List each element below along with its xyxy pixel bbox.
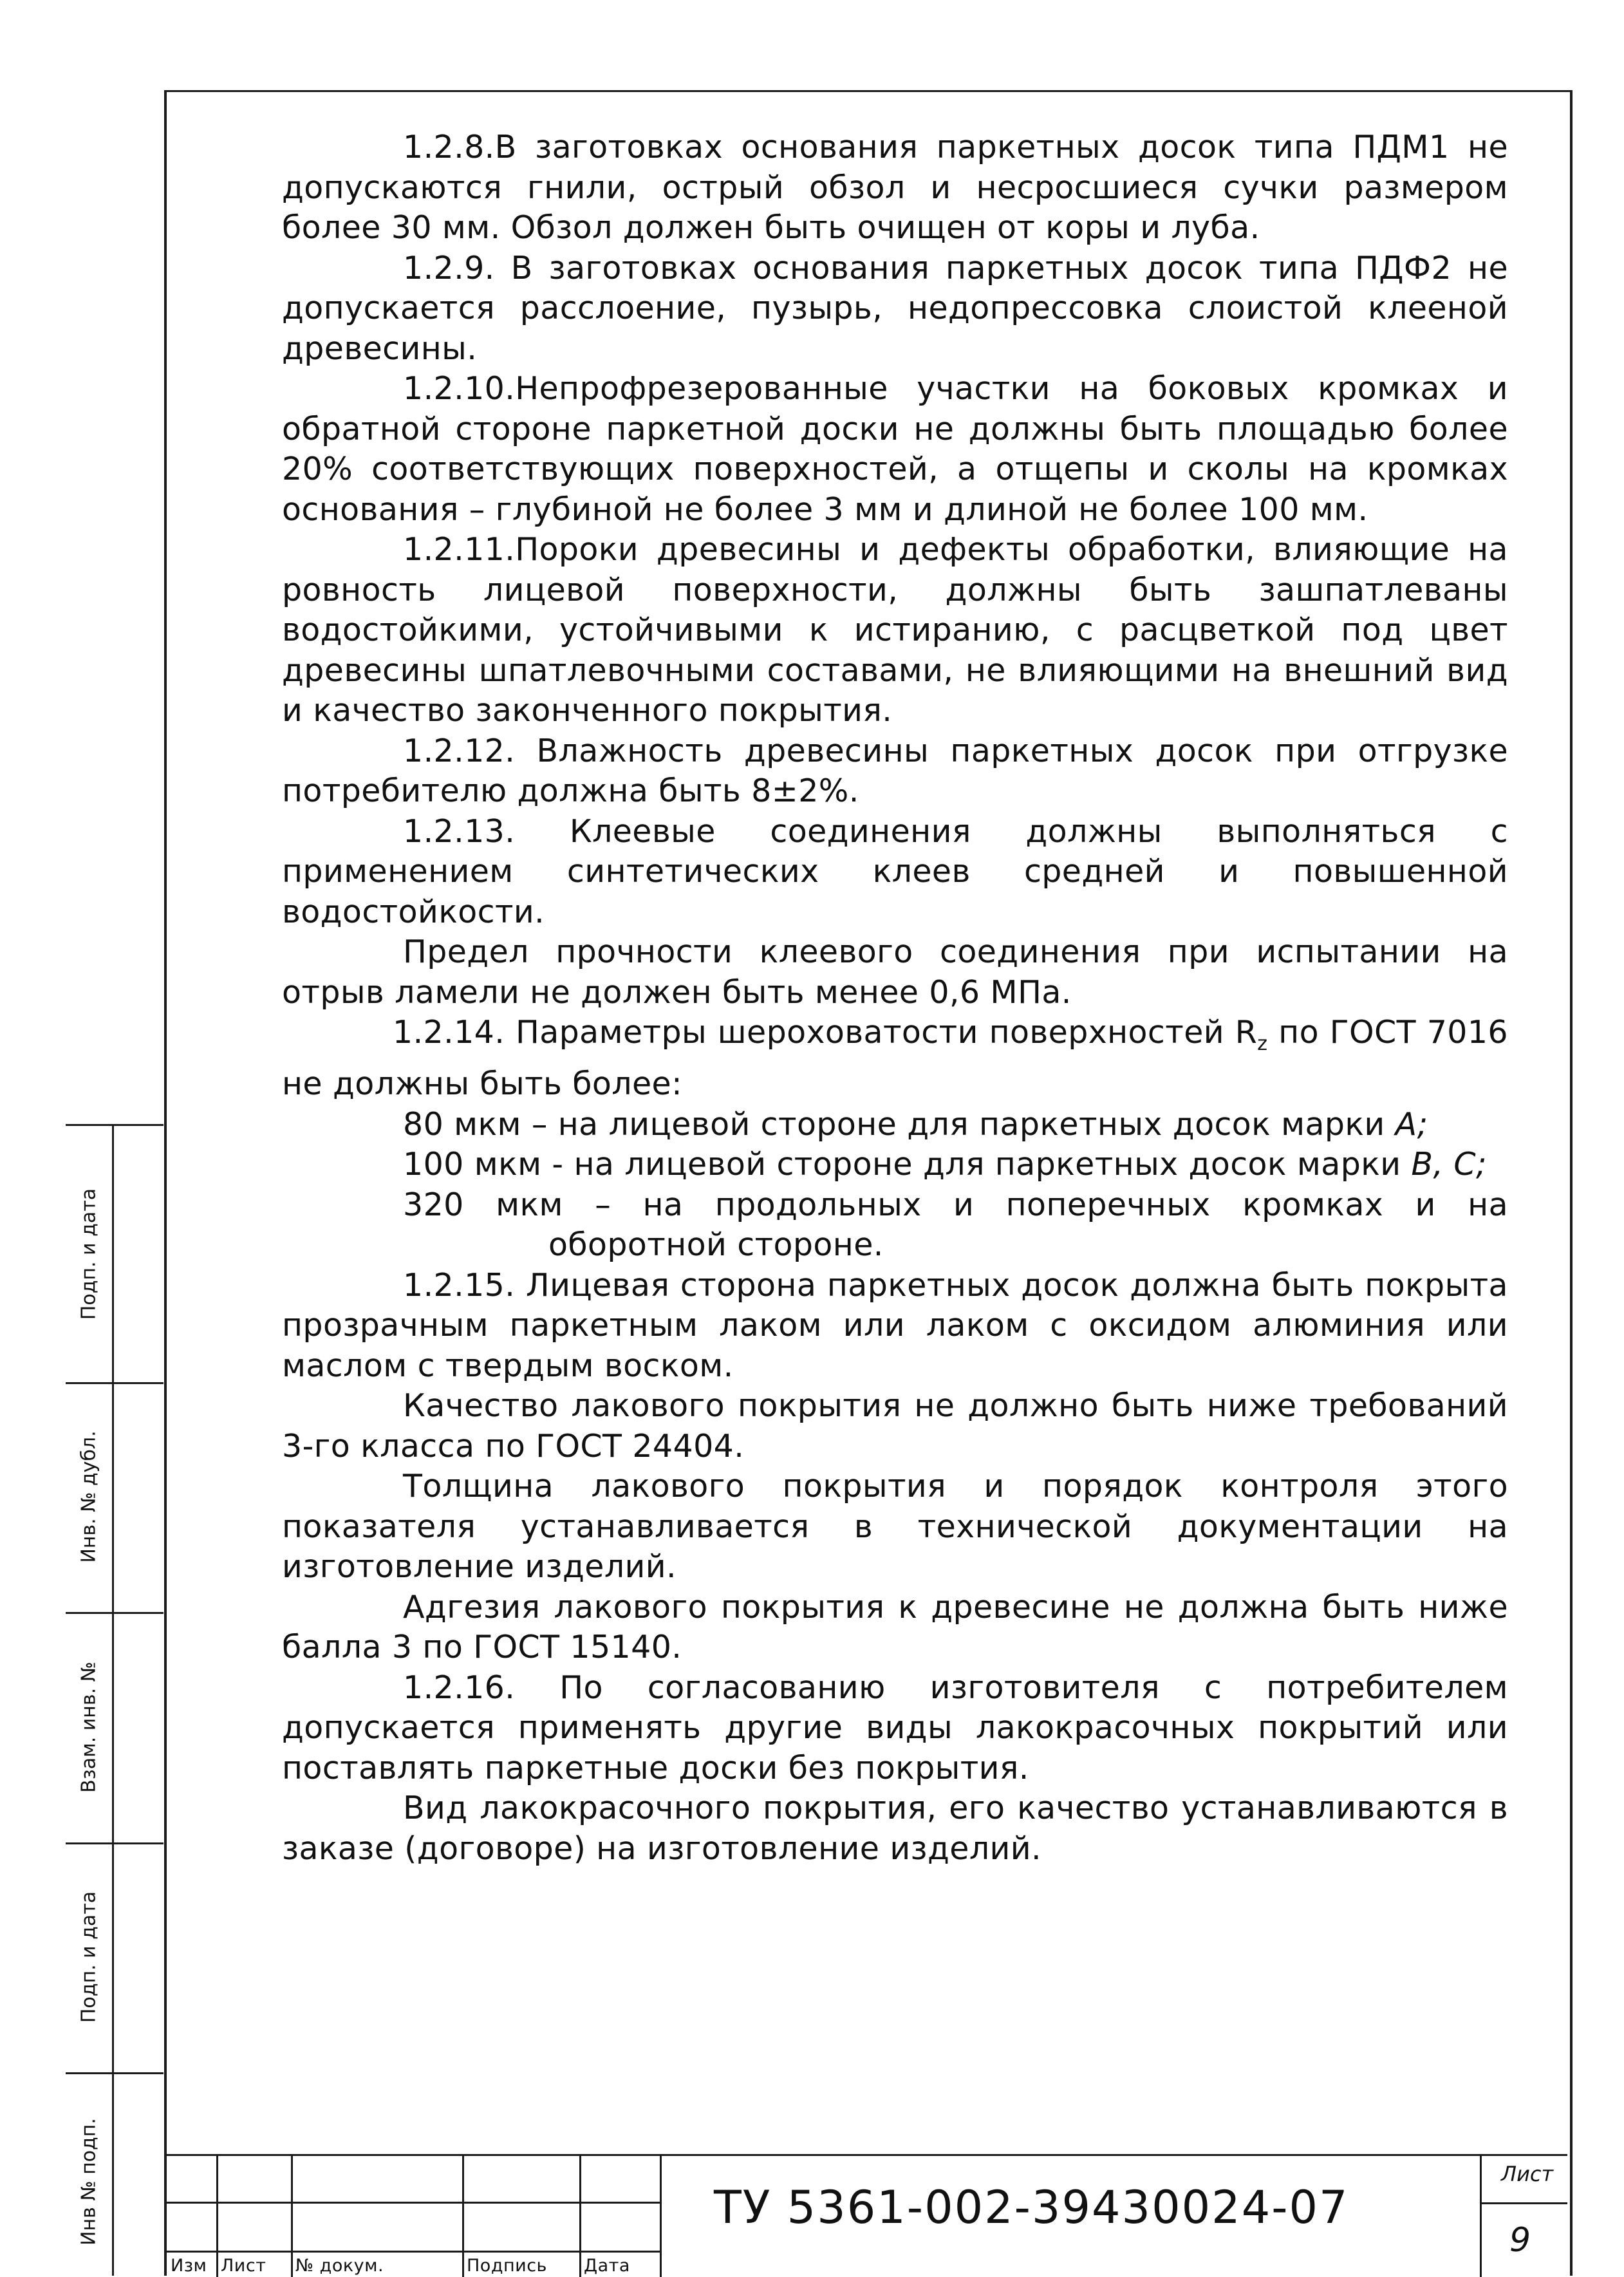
paragraph-glue-strength: Предел прочности клеевого соединения при испытании на отрыв ламели не должен быть менее 0,6 МПа. — [282, 933, 1508, 1011]
paragraph-1-2-16: 1.2.16. По согласованию изготовителя с потребителем допускается применять другие виды лакокрасочных покрытий или поставлять паркетные доски без покрытия. — [282, 1669, 1508, 1786]
title-block-header-change: Изм — [171, 2256, 207, 2276]
roughness-item-grade: А; — [1395, 1105, 1428, 1143]
paragraph-1-2-8: 1.2.8.В заготовках основания паркетных досок типа ПДМ1 не допускаются гнили, острый обзол и несросшиеся сучки размером более 30 мм. Обзол должен быть очищен от коры и луба. — [282, 129, 1508, 246]
side-label-replacement-inventory: Взам. инв. № — [77, 1662, 100, 1793]
paragraph-1-2-11: 1.2.11.Пороки древесины и дефекты обработки, влияющие на ровность лицевой поверхности, должны быть зашпатлеваны водостойкими, устойчивыми к истиранию, с расцветкой под цвет древесины шпатлевочными составами, не влияющими на внешний вид и качество законченного покрытия. — [282, 531, 1508, 729]
side-label-signature-date: Подп. и дата — [77, 1188, 100, 1320]
paragraph-lacquer-adhesion: Адгезия лакового покрытия к древесине не должна быть ниже балла 3 по ГОСТ 15140. — [282, 1588, 1508, 1666]
title-block-header-document: № докум. — [295, 2256, 384, 2276]
sheet-number: 9 — [1509, 2221, 1531, 2260]
paragraph-lacquer-thickness: Толщина лакового покрытия и порядок контроля этого показателя устанавливается в технической документации на изготовление изделий. — [282, 1468, 1508, 1586]
sheet-label: Лист — [1501, 2162, 1554, 2186]
roughness-item-320-line2: оборотной стороне. — [548, 1226, 884, 1264]
roughness-intro-start: 1.2.14. Параметры шероховатости поверхностей R — [393, 1014, 1258, 1051]
roughness-subscript: z — [1257, 1032, 1268, 1055]
paragraph-coating-type: Вид лакокрасочного покрытия, его качество устанавливаются в заказе (договоре) на изготовление изделий. — [282, 1790, 1508, 1867]
title-block-header-sheet: Лист — [221, 2256, 266, 2276]
roughness-item-320 — [282, 1185, 1508, 1266]
side-label-duplicate-inventory: Инв. № дубл. — [77, 1430, 100, 1563]
roughness-item-80 — [282, 1105, 1508, 1145]
document-code: ТУ 5361-002-39430024-07 — [714, 2181, 1349, 2234]
paragraph-lacquer-quality: Качество лакового покрытия не должно быть ниже требований 3-го класса по ГОСТ 24404. — [282, 1387, 1508, 1465]
roughness-item-320-line1: 320 мкм – на продольных и поперечных кромках и на — [403, 1186, 1508, 1223]
paragraph-1-2-12: 1.2.12. Влажность древесины паркетных досок при отгрузке потребителю должна быть 8±2%. — [282, 732, 1508, 809]
roughness-item-grade: В, С; — [1411, 1146, 1487, 1183]
paragraph-1-2-10: 1.2.10.Непрофрезерованные участки на боковых кромках и обратной стороне паркетной доски не должны быть площадью более 20% соответствующих поверхностей, а отщепы и сколы на кромках основания – глубиной не более 3 мм и длиной не более 100 мм. — [282, 370, 1508, 528]
roughness-item-text: 80 мкм – на лицевой стороне для паркетных досок марки — [403, 1105, 1395, 1143]
roughness-item-text: 100 мкм - на лицевой стороне для паркетных досок марки — [403, 1146, 1412, 1183]
paragraph-1-2-13: 1.2.13. Клеевые соединения должны выполняться с применением синтетических клеев средней и повышенной водостойкости. — [282, 812, 1508, 930]
paragraph-1-2-15: 1.2.15. Лицевая сторона паркетных досок должна быть покрыта прозрачным паркетным лаком или лаком с оксидом алюминия или маслом с твердым воском. — [282, 1266, 1508, 1384]
title-block-header-signature: Подпись — [467, 2256, 547, 2276]
paragraph-1-2-14 — [282, 1013, 1508, 1105]
side-label-original-inventory: Инв № подп. — [77, 2118, 100, 2245]
roughness-intro-end: по ГОСТ 7016 не должны быть более: — [282, 1014, 1509, 1103]
side-label-signature-date-2: Подп. и дата — [77, 1891, 100, 2023]
document-body — [282, 127, 1508, 1869]
title-block-header-date: Дата — [584, 2256, 630, 2276]
binding-margin-block — [66, 1124, 163, 2276]
paragraph-1-2-9: 1.2.9. В заготовках основания паркетных досок типа ПДФ2 не допускается расслоение, пузырь, недопрессовка слоистой клееной древесины. — [282, 249, 1508, 367]
roughness-item-100 — [282, 1145, 1508, 1185]
